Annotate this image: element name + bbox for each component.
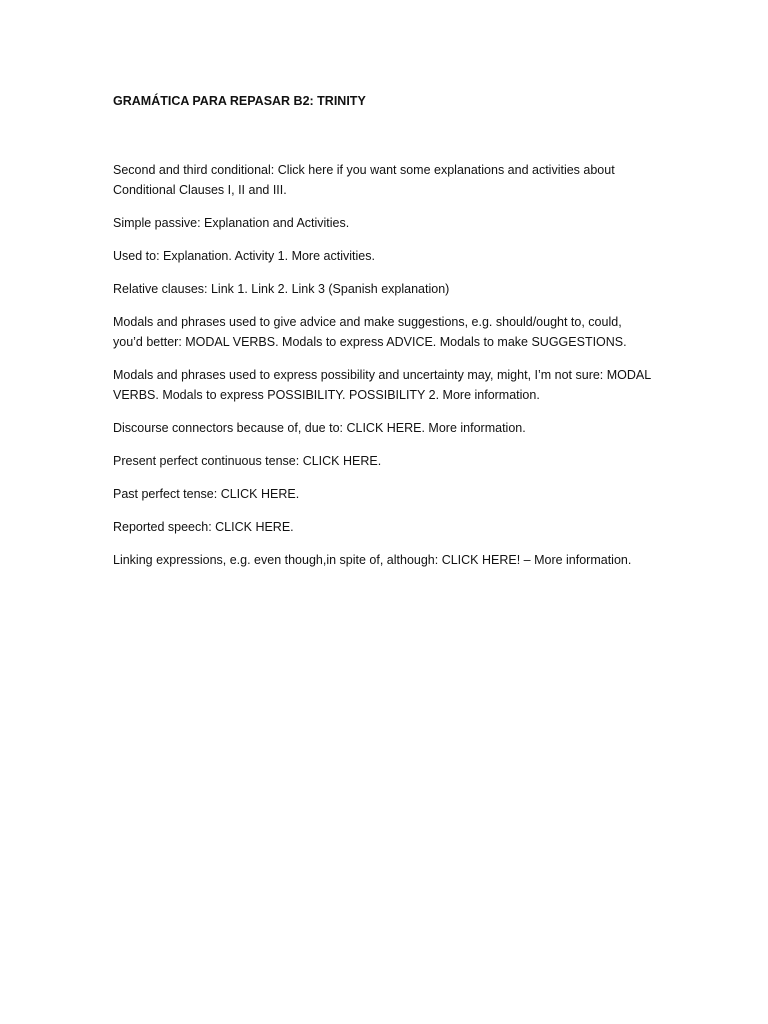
paragraph-line: Past perfect tense: CLICK HERE. [113, 487, 300, 501]
document-body [113, 160, 673, 583]
paragraph-line: Used to: Explanation. Activity 1. More activities. [113, 249, 375, 263]
paragraph-line: you’d better: MODAL VERBS. Modals to express ADVICE. Modals to make SUGGESTIONS. [113, 335, 627, 349]
paragraph-line: Modals and phrases used to give advice and make suggestions, e.g. should/ought to, could, [113, 315, 622, 329]
paragraph-line: Modals and phrases used to express possibility and uncertainty may, might, I’m not sure: MODAL [113, 368, 652, 382]
paragraph-line: Linking expressions, e.g. even though,in spite of, although: CLICK HERE! – More information. [113, 553, 632, 567]
paragraph-line: Second and third conditional: Click here if you want some explanations and activities about [113, 163, 615, 177]
paragraph-present-perfect-continuous [113, 451, 673, 471]
paragraph-simple-passive [113, 213, 673, 233]
paragraph-line: Present perfect continuous tense: CLICK HERE. [113, 454, 382, 468]
paragraph-reported-speech [113, 517, 673, 537]
paragraph-line: Relative clauses: Link 1. Link 2. Link 3 (Spanish explanation) [113, 282, 450, 296]
paragraph-line: Conditional Clauses I, II and III. [113, 183, 287, 197]
paragraph-used-to [113, 246, 673, 266]
paragraph-linking-expressions [113, 550, 673, 570]
paragraph-modals-advice [113, 312, 673, 352]
paragraph-line: Reported speech: CLICK HERE. [113, 520, 294, 534]
paragraph-modals-possibility [113, 365, 673, 405]
paragraph-relative-clauses [113, 279, 673, 299]
paragraph-conditionals [113, 160, 673, 200]
paragraph-line: Discourse connectors because of, due to: CLICK HERE. More information. [113, 421, 526, 435]
paragraph-past-perfect [113, 484, 673, 504]
document-title: GRAMÁTICA PARA REPASAR B2: TRINITY [113, 94, 366, 108]
paragraph-discourse-connectors [113, 418, 673, 438]
paragraph-line: Simple passive: Explanation and Activities. [113, 216, 350, 230]
paragraph-line: VERBS. Modals to express POSSIBILITY. POSSIBILITY 2. More information. [113, 388, 540, 402]
